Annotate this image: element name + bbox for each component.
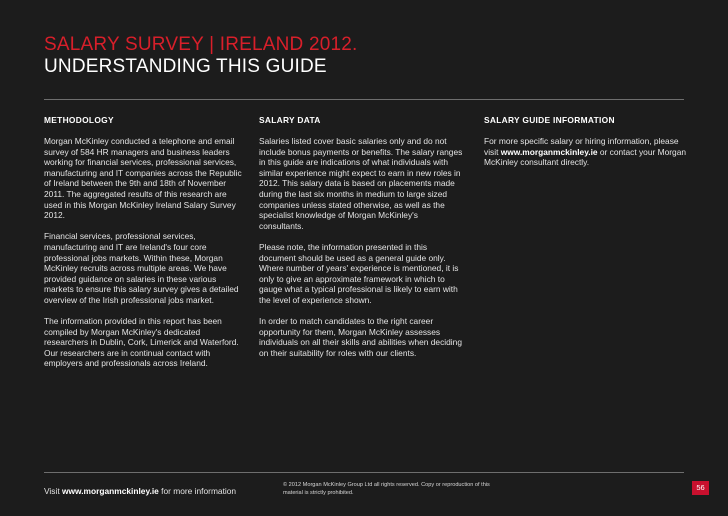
section-title: UNDERSTANDING THIS GUIDE bbox=[44, 56, 327, 77]
salary-data-paragraph-3: In order to match candidates to the right career opportunity for them, Morgan McKinley assesses individuals on all their skills and abilities when deciding on their suitability for roles with our clients. bbox=[259, 316, 462, 358]
salary-data-paragraph-2: Please note, the information presented in this document should be used as a general guide only. Where number of years' experience is mentioned, it is only to give an approximate framework in which to gauge what a typical professional is likely to earn with the level of experience shown. bbox=[259, 241, 459, 305]
salary-guide-info-column bbox=[484, 115, 694, 178]
salary-data-column bbox=[259, 115, 464, 369]
bottom-divider bbox=[44, 472, 684, 473]
copyright-notice: © 2012 Morgan McKinley Group Ltd all rights reserved. Copy or reproduction of this material is strictly prohibited. bbox=[283, 482, 490, 496]
salary-guide-info-paragraph bbox=[484, 136, 694, 168]
page-title bbox=[44, 34, 684, 78]
methodology-heading: METHODOLOGY bbox=[44, 115, 114, 125]
guide-info-text-after: or contact your Morgan McKinley consultant directly. bbox=[484, 146, 687, 168]
top-divider bbox=[44, 99, 684, 100]
footer-visit-suffix: for more information bbox=[158, 486, 237, 496]
methodology-column bbox=[44, 115, 244, 380]
methodology-paragraph-3: The information provided in this report has been compiled by Morgan McKinley's dedicated researchers in Dublin, Cork, Limerick and Waterford. Our researchers are in continual contact with employers and professionals across Ireland. bbox=[44, 316, 239, 369]
website-link[interactable]: www.morganmckinley.ie bbox=[500, 146, 598, 157]
methodology-paragraph-1: Morgan McKinley conducted a telephone and email survey of 584 HR managers and business leaders working for financial services, professional services, manufacturing and IT companies across the Republic of Ireland between the 9th and 18th of November 2011. The aggregated results of this research are used in this Morgan McKinley Ireland Salary Survey 2012. bbox=[44, 136, 242, 221]
page-number-badge: 56 bbox=[692, 481, 709, 495]
salary-data-paragraph-1: Salaries listed cover basic salaries only and do not include bonus payments or benefits. The salary ranges in this guide are indications of what individuals with similar experience might expect to earn in new roles in 2012. This salary data is based on placements made during the last six months in medium to large sized companies unless stated otherwise, as well as the specialist knowledge of Morgan McKinley's consultants. bbox=[259, 136, 463, 231]
guide-info-text-before: For more specific salary or hiring information, please visit bbox=[484, 136, 679, 157]
footer-website-link[interactable]: www.morganmckinley.ie bbox=[62, 486, 159, 496]
salary-guide-info-heading: SALARY GUIDE INFORMATION bbox=[484, 115, 615, 125]
footer-visit-prefix: Visit bbox=[44, 486, 62, 496]
footer-visit bbox=[44, 486, 236, 496]
salary-data-heading: SALARY DATA bbox=[259, 115, 321, 125]
survey-title: SALARY SURVEY | IRELAND 2012. bbox=[44, 34, 358, 55]
methodology-paragraph-2: Financial services, professional services, manufacturing and IT are Ireland's four core professional jobs markets. Within these, Morgan McKinley recruits across multiple areas. We have provided guidance on salaries in these various markets to ensure this salary survey gives a detailed overview of the Irish professional jobs market. bbox=[44, 231, 239, 305]
